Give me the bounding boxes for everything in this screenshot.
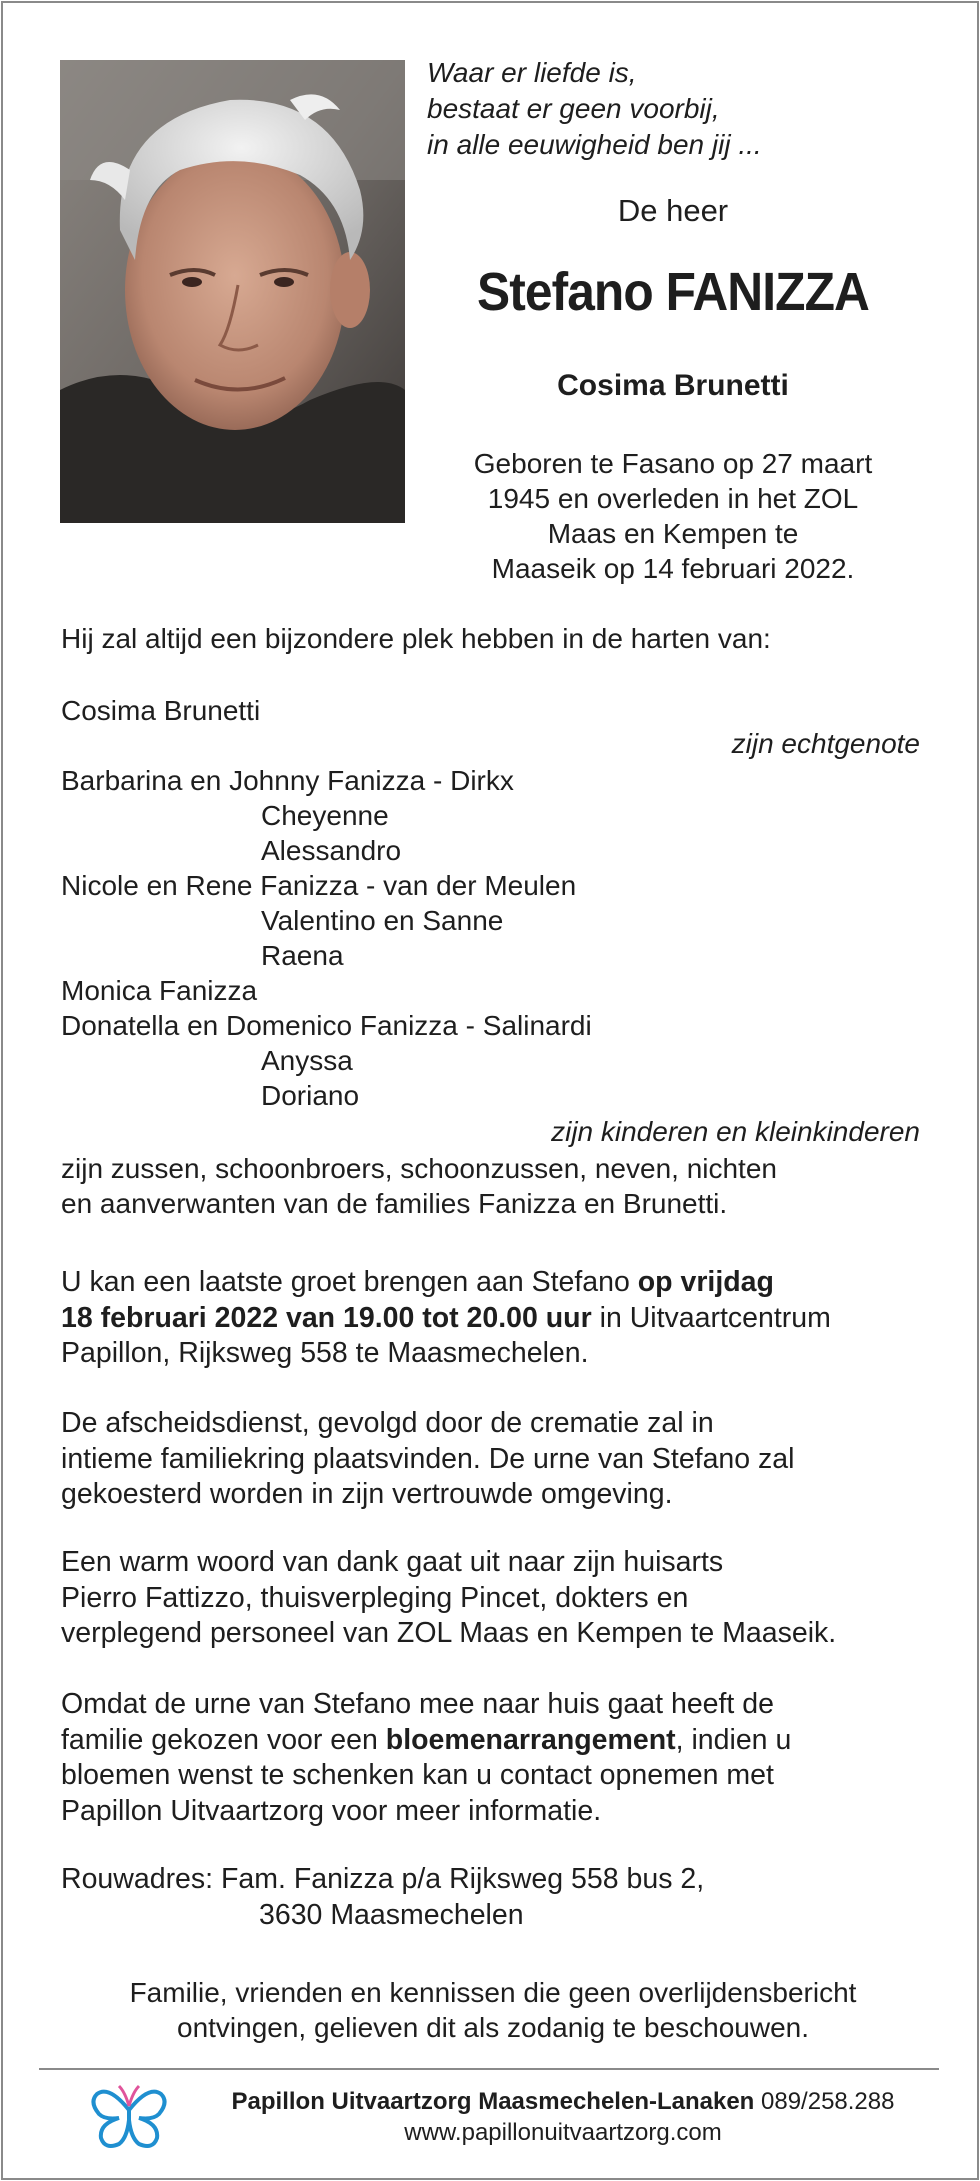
footer-text <box>183 2086 943 2148</box>
relatives <box>61 1151 777 1221</box>
visitation-paragraph <box>61 1265 931 1372</box>
service-line: intieme familiekring plaatsvinden. De urne van Stefano zal <box>61 1442 795 1475</box>
address-line: 3630 Maasmechelen <box>259 1898 524 1931</box>
thanks-line: verplegend personeel van ZOL Maas en Kempen te Maaseik. <box>61 1617 837 1649</box>
visit-day: op vrijdag <box>637 1266 774 1298</box>
closing-line: ontvingen, gelieven dit als zodanig te beschouwen. <box>177 2012 809 2043</box>
deceased-name: Stefano FANIZZA <box>477 262 869 322</box>
flowers-post: , indien u <box>675 1723 792 1756</box>
spouse-name: Cosima Brunetti <box>61 695 261 726</box>
obituary-card <box>1 1 979 2180</box>
footer-divider <box>39 2068 939 2070</box>
service-line: De afscheidsdienst, gevolgd door de crematie zal in <box>61 1407 714 1439</box>
flowers-bold: bloemenarrangement <box>385 1723 676 1756</box>
spouse-role: zijn echtgenote <box>731 728 920 759</box>
closing-line: Familie, vrienden en kennissen die geen overlijdensbericht <box>129 1977 857 2008</box>
mourning-address <box>61 1862 931 1933</box>
born-line: Maas en Kempen te <box>547 518 799 549</box>
thanks-line: Een warm woord van dank gaat uit naar zijn huisarts <box>61 1546 724 1578</box>
birth-death-info <box>433 446 913 586</box>
visit-datetime: 18 februari 2022 van 19.00 tot 20.00 uur <box>61 1301 592 1334</box>
partner-name: Cosima Brunetti <box>557 369 789 402</box>
closing-note <box>43 1975 943 2045</box>
visit-location: in Uitvaartcentrum <box>591 1301 831 1334</box>
intro-text: Hij zal altijd een bijzondere plek hebben in de harten van: <box>61 623 771 654</box>
flowers-pre: familie gekozen voor een <box>61 1723 386 1756</box>
family-line: Raena <box>261 940 344 971</box>
family-list <box>61 763 592 1113</box>
family-line: Barbarina en Johnny Fanizza - Dirkx <box>61 765 514 796</box>
visit-address: Papillon, Rijksweg 558 te Maasmechelen. <box>61 1337 589 1369</box>
poem-line: in alle eeuwigheid ben jij ... <box>427 129 762 160</box>
relatives-line: zijn zussen, schoonbroers, schoonzussen, neven, nichten <box>61 1153 777 1184</box>
born-line: 1945 en overleden in het ZOL <box>487 483 859 514</box>
butterfly-logo-icon <box>89 2080 169 2154</box>
flowers-line: bloemen wenst te schenken kan u contact opnemen met <box>61 1759 774 1791</box>
family-line: Doriano <box>261 1080 360 1111</box>
family-line: Nicole en Rene Fanizza - van der Meulen <box>61 870 577 901</box>
flowers-paragraph <box>61 1687 931 1829</box>
family-line: Anyssa <box>261 1045 353 1076</box>
flowers-line: Omdat de urne van Stefano mee naar huis gaat heeft de <box>61 1688 774 1720</box>
company-website[interactable]: www.papillonuitvaartzorg.com <box>404 2119 722 2146</box>
thanks-paragraph <box>61 1545 931 1652</box>
poem-line: Waar er liefde is, <box>427 57 637 88</box>
family-line: Valentino en Sanne <box>261 905 504 936</box>
portrait-photo <box>60 60 405 523</box>
service-paragraph <box>61 1406 931 1513</box>
poem <box>427 55 762 163</box>
family-line: Donatella en Domenico Fanizza - Salinardi <box>61 1010 592 1041</box>
title-prefix: De heer <box>617 193 729 228</box>
address-line: Rouwadres: Fam. Fanizza p/a Rijksweg 558 bus 2, <box>61 1863 705 1895</box>
visit-pre: U kan een laatste groet brengen aan Stefano <box>61 1266 638 1298</box>
service-line: gekoesterd worden in zijn vertrouwde omgeving. <box>61 1478 673 1510</box>
company-name: Papillon Uitvaartzorg Maasmechelen-Lanaken <box>231 2088 755 2115</box>
thanks-line: Pierro Fattizzo, thuisverpleging Pincet, dokters en <box>61 1581 689 1614</box>
born-line: Geboren te Fasano op 27 maart <box>473 448 873 479</box>
company-phone: 089/258.288 <box>754 2088 895 2115</box>
poem-line: bestaat er geen voorbij, <box>427 93 720 124</box>
family-line: Cheyenne <box>261 800 389 831</box>
relatives-line: en aanverwanten van de families Fanizza en Brunetti. <box>61 1188 728 1219</box>
family-line: Alessandro <box>261 835 402 866</box>
family-line: Monica Fanizza <box>61 975 258 1006</box>
born-line: Maaseik op 14 februari 2022. <box>491 553 855 584</box>
flowers-line: Papillon Uitvaartzorg voor meer informatie. <box>61 1794 602 1827</box>
children-role: zijn kinderen en kleinkinderen <box>551 1116 920 1147</box>
